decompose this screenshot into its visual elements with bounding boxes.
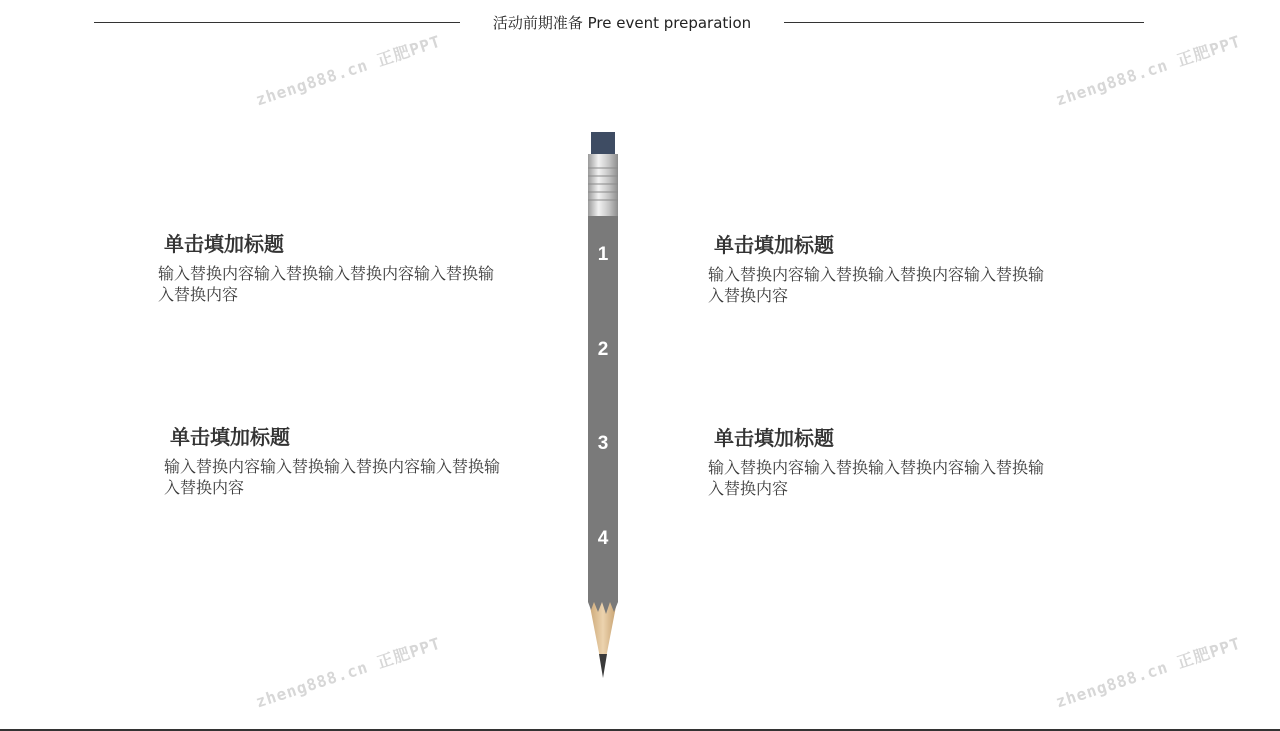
content-item-4 bbox=[708, 422, 1068, 499]
item-title[interactable]: 单击填加标题 bbox=[714, 233, 834, 257]
pencil-timeline-graphic bbox=[585, 132, 621, 680]
item-title[interactable]: 单击填加标题 bbox=[170, 425, 290, 449]
item-description[interactable]: 输入替换内容输入替换输入替换内容输入替换输入替换内容 bbox=[708, 458, 1045, 498]
item-description[interactable]: 输入替换内容输入替换输入替换内容输入替换输入替换内容 bbox=[164, 457, 501, 497]
item-description[interactable]: 输入替换内容输入替换输入替换内容输入替换输入替换内容 bbox=[708, 265, 1045, 305]
pencil-number-3: 3 bbox=[597, 433, 609, 454]
watermark: zheng888.cn 正肥PPT bbox=[1053, 633, 1244, 712]
content-item-3 bbox=[164, 421, 524, 498]
item-title[interactable]: 单击填加标题 bbox=[164, 232, 284, 256]
watermark: zheng888.cn 正肥PPT bbox=[253, 31, 444, 110]
content-item-1 bbox=[158, 228, 518, 305]
pencil-ferrule bbox=[588, 154, 618, 216]
content-item-2 bbox=[708, 229, 1068, 306]
item-title[interactable]: 单击填加标题 bbox=[714, 426, 834, 450]
pencil-eraser bbox=[591, 132, 615, 154]
pencil-lead bbox=[599, 654, 607, 678]
pencil-number-2: 2 bbox=[597, 339, 609, 360]
pencil-number-4: 4 bbox=[597, 528, 609, 549]
pencil-number-1: 1 bbox=[597, 244, 609, 265]
page-title: 活动前期准备 Pre event preparation bbox=[492, 14, 752, 32]
watermark: zheng888.cn 正肥PPT bbox=[1053, 31, 1244, 110]
watermark: zheng888.cn 正肥PPT bbox=[253, 633, 444, 712]
item-description[interactable]: 输入替换内容输入替换输入替换内容输入替换输入替换内容 bbox=[158, 264, 495, 304]
header-rule-right bbox=[784, 22, 1144, 23]
header-rule-left bbox=[94, 22, 460, 23]
